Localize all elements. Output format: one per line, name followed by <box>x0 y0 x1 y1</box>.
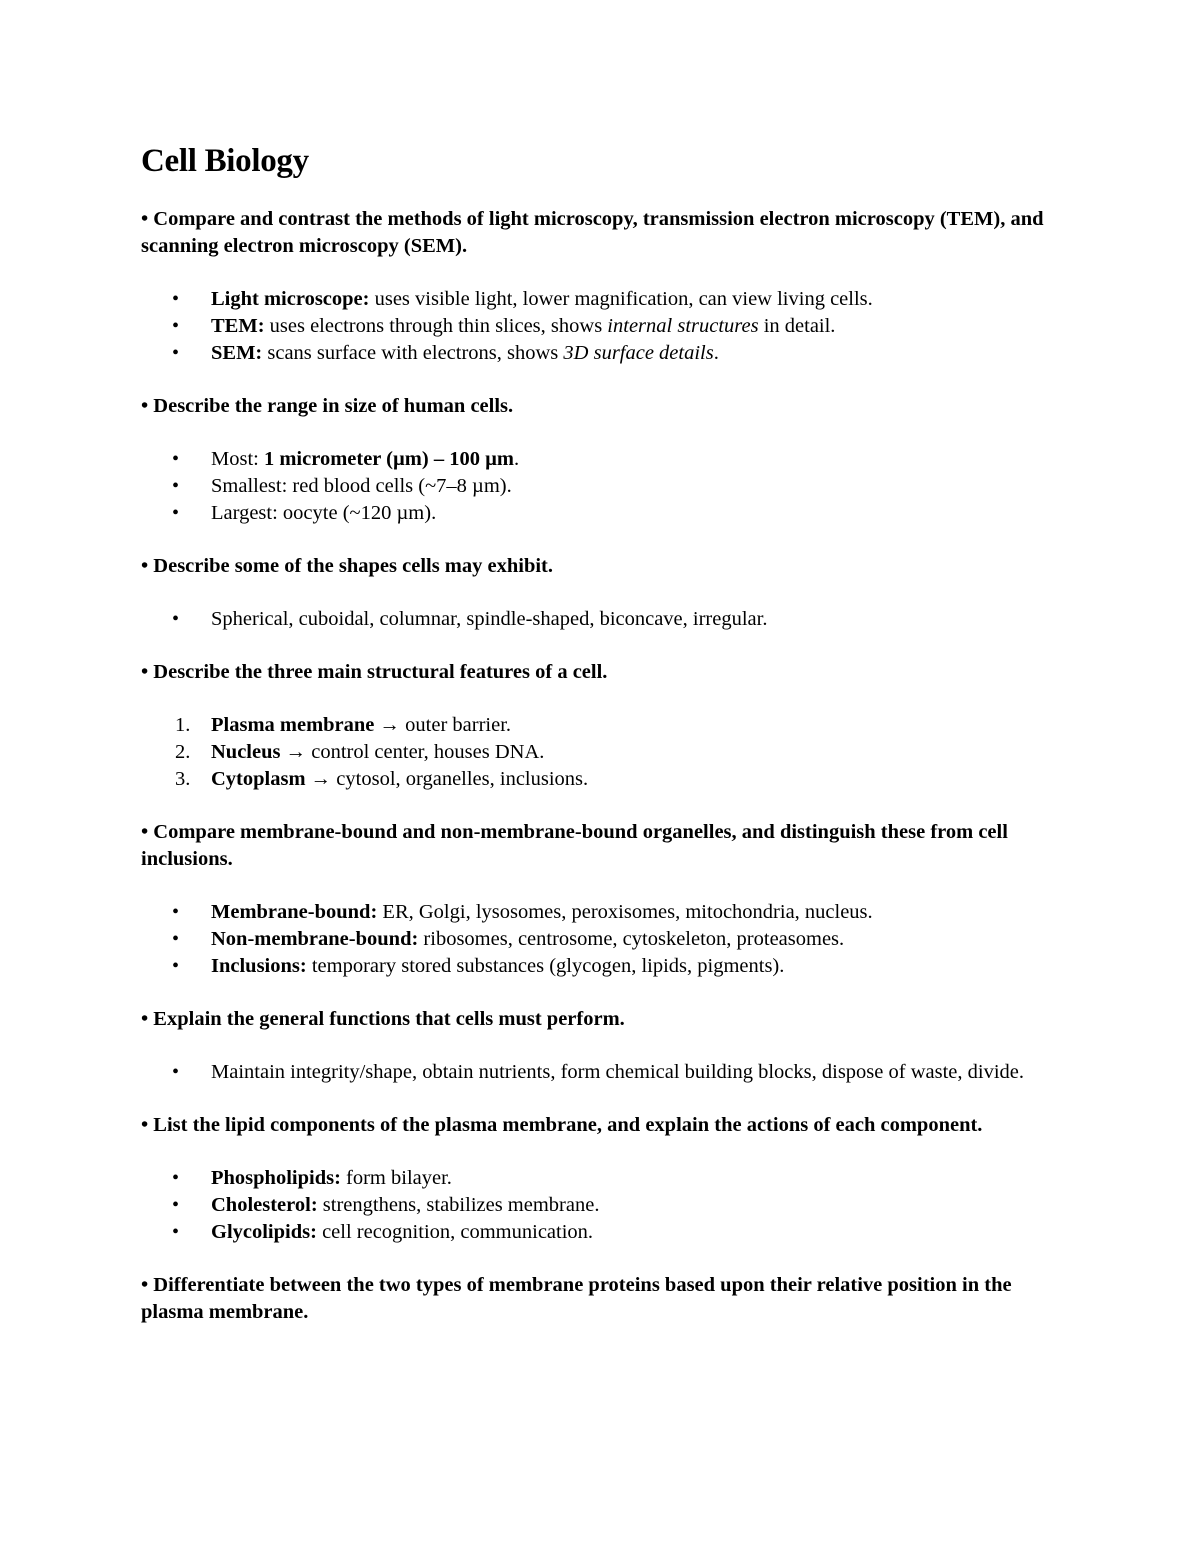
section-cell-shapes <box>141 553 1061 633</box>
item-text: Smallest: red blood cells (~7–8 µm). <box>211 475 512 497</box>
section-microscopy <box>141 206 1061 367</box>
definition: form bilayer. <box>340 1167 452 1189</box>
list-item <box>141 286 1061 313</box>
term: Glycolipids: <box>211 1221 317 1243</box>
bullet-list <box>141 899 1061 980</box>
bullet-icon: • <box>172 1194 180 1216</box>
bullet-list <box>141 606 1061 633</box>
question-heading: • List the lipid components of the plasma membrane, and explain the actions of each component. <box>141 1114 983 1136</box>
bullet-icon: • <box>172 475 180 497</box>
definition: → outer barrier. <box>374 714 512 736</box>
bullet-icon: • <box>172 928 180 950</box>
list-item <box>141 340 1061 367</box>
document-page <box>141 138 1061 1352</box>
list-item <box>141 473 1061 500</box>
bullet-icon: • <box>172 1167 180 1189</box>
term: Inclusions: <box>211 955 307 977</box>
section-structural-features <box>141 659 1061 793</box>
bullet-icon: • <box>172 315 180 337</box>
list-item <box>141 926 1061 953</box>
list-item <box>141 899 1061 926</box>
section-cell-size <box>141 393 1061 527</box>
definition: ribosomes, centrosome, cytoskeleton, proteasomes. <box>418 928 845 950</box>
bullet-icon: • <box>172 1061 180 1083</box>
bullet-list <box>141 446 1061 527</box>
list-item <box>141 446 1061 473</box>
definition: strengthens, stabilizes membrane. <box>317 1194 600 1216</box>
list-item <box>141 739 1061 766</box>
definition: cell recognition, communication. <box>316 1221 594 1243</box>
section-lipid-components <box>141 1112 1061 1246</box>
question-heading: • Describe the range in size of human cells. <box>141 395 514 417</box>
bullet-icon: • <box>172 502 180 524</box>
item-text: Largest: oocyte (~120 µm). <box>211 502 437 524</box>
page-title: Cell Biology <box>141 143 309 179</box>
term: Membrane-bound: <box>211 901 378 923</box>
label: Most: <box>211 448 264 470</box>
item-number: 1. <box>175 714 191 736</box>
definition: → cytosol, organelles, inclusions. <box>305 768 589 790</box>
term: Nucleus <box>211 741 281 763</box>
list-item <box>141 712 1061 739</box>
item-number: 2. <box>175 741 191 763</box>
bullet-icon: • <box>172 342 180 364</box>
emphasis: 3D surface details <box>563 342 714 364</box>
definition: uses visible light, lower magnification, can view living cells. <box>369 288 873 310</box>
section-organelles <box>141 819 1061 980</box>
numbered-list <box>141 712 1061 793</box>
emphasis: internal structures <box>607 315 759 337</box>
definition: → control center, houses DNA. <box>280 741 545 763</box>
term: Phospholipids: <box>211 1167 341 1189</box>
bullet-icon: • <box>172 608 180 630</box>
bullet-icon: • <box>172 955 180 977</box>
question-heading: • Explain the general functions that cells must perform. <box>141 1008 625 1030</box>
bullet-icon: • <box>172 1221 180 1243</box>
term: Cholesterol: <box>211 1194 318 1216</box>
list-item <box>141 1219 1061 1246</box>
term: Light microscope: <box>211 288 370 310</box>
list-item <box>141 1165 1061 1192</box>
question-heading: • Describe the three main structural features of a cell. <box>141 661 608 683</box>
bullet-icon: • <box>172 288 180 310</box>
bullet-list <box>141 1165 1061 1246</box>
term: Cytoplasm <box>211 768 306 790</box>
term: SEM: <box>211 342 263 364</box>
bullet-list <box>141 1059 1061 1086</box>
item-number: 3. <box>175 768 191 790</box>
section-membrane-proteins <box>141 1272 1061 1326</box>
question-heading: • Describe some of the shapes cells may exhibit. <box>141 555 554 577</box>
definition-end: . <box>713 342 719 364</box>
list-item <box>141 953 1061 980</box>
list-item <box>141 1192 1061 1219</box>
list-item <box>141 500 1061 527</box>
question-heading: • Compare membrane-bound and non-membrane-bound organelles, and distinguish these from cell inclusions. <box>141 821 1008 870</box>
size-range: 1 micrometer (µm) – 100 µm <box>263 448 514 470</box>
term: Plasma membrane <box>211 714 375 736</box>
item-text: Maintain integrity/shape, obtain nutrients, form chemical building blocks, dispose of waste, divide. <box>211 1061 1025 1083</box>
bullet-icon: • <box>172 901 180 923</box>
definition: temporary stored substances (glycogen, lipids, pigments). <box>306 955 785 977</box>
list-item <box>141 1059 1061 1086</box>
question-heading: • Differentiate between the two types of membrane proteins based upon their relative position in the plasma membrane. <box>141 1274 1012 1323</box>
definition-end: in detail. <box>758 315 836 337</box>
item-text: Spherical, cuboidal, columnar, spindle-shaped, biconcave, irregular. <box>211 608 768 630</box>
term: TEM: <box>211 315 265 337</box>
list-item <box>141 313 1061 340</box>
bullet-icon: • <box>172 448 180 470</box>
question-heading: • Compare and contrast the methods of light microscopy, transmission electron microscopy (TEM), and scanning electron microscopy (SEM). <box>141 208 1044 257</box>
bullet-list <box>141 286 1061 367</box>
section-cell-functions <box>141 1006 1061 1086</box>
definition: scans surface with electrons, shows <box>262 342 564 364</box>
period: . <box>513 448 520 470</box>
list-item <box>141 766 1061 793</box>
definition: ER, Golgi, lysosomes, peroxisomes, mitochondria, nucleus. <box>377 901 873 923</box>
term: Non-membrane-bound: <box>211 928 419 950</box>
definition: uses electrons through thin slices, shows <box>264 315 608 337</box>
list-item <box>141 606 1061 633</box>
